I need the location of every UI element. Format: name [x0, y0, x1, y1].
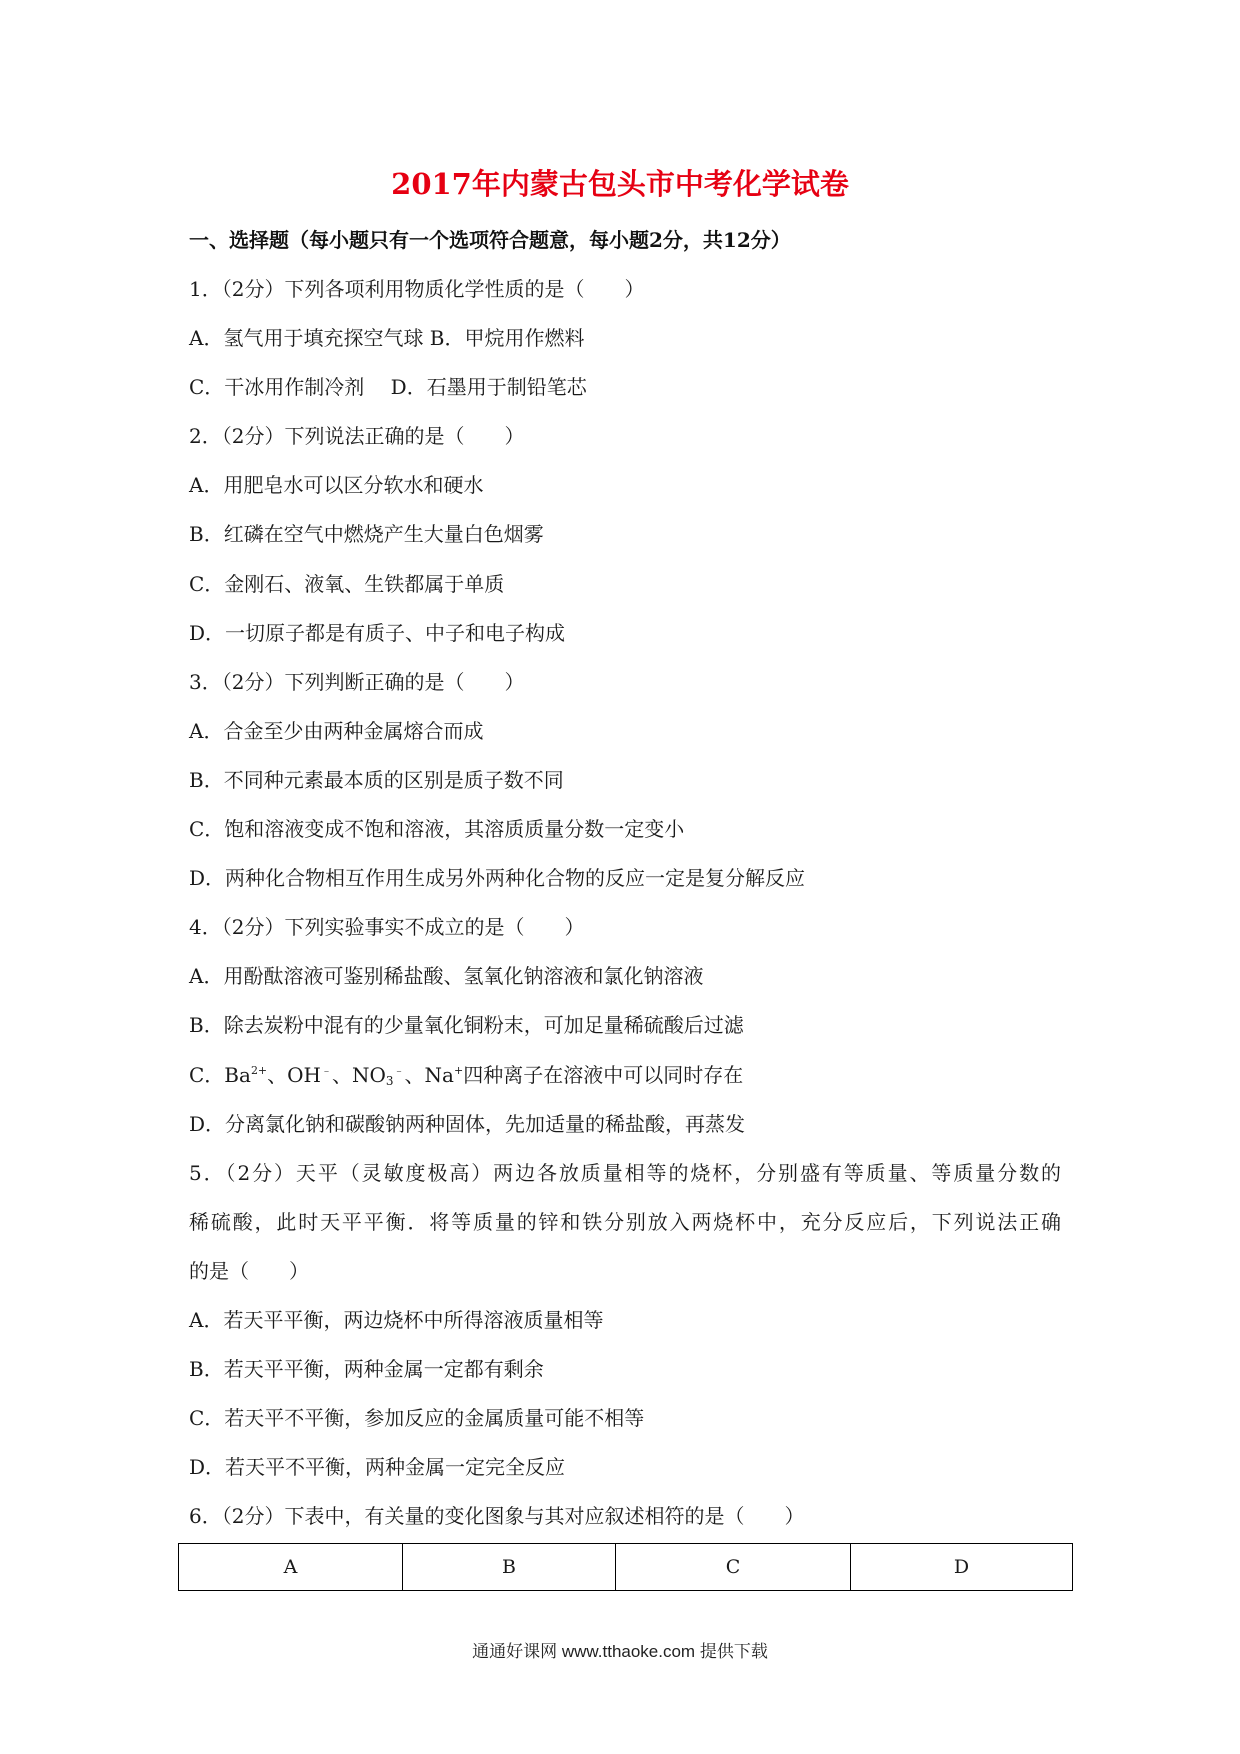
- question-4: [189, 903, 1061, 1148]
- question-stem: 3．（2分）下列判断正确的是（ ）: [189, 669, 525, 694]
- table-header-d: D: [851, 1544, 1073, 1591]
- option-c: C．饱和溶液变成不饱和溶液，其溶质质量分数一定变小: [189, 817, 685, 842]
- question-stem-line-3: 的是（ ）: [189, 1258, 309, 1283]
- option-a: A．用酚酞溶液可鉴别稀盐酸、氢氧化钠溶液和氯化钠溶液: [189, 964, 704, 989]
- question-stem-line-1: 5．（2分）天平（灵敏度极高）两边各放质量相等的烧杯，分别盛有等质量、等质量分数的: [189, 1160, 1061, 1185]
- hydroxide-charge: ﹣: [321, 1063, 332, 1077]
- option-c: [189, 1051, 1061, 1100]
- option-d: D．一切原子都是有质子、中子和电子构成: [189, 620, 566, 645]
- question-stem-line-2: 稀硫酸，此时天平平衡．将等质量的锌和铁分别放入两烧杯中，充分反应后，下列说法正确: [189, 1209, 1061, 1234]
- option-a: A．合金至少由两种金属熔合而成: [189, 718, 484, 743]
- option-c: C．金刚石、液氧、生铁都属于单质: [189, 571, 505, 596]
- question-2: [189, 412, 1061, 657]
- option-c-text: 、Na: [404, 1062, 454, 1087]
- option-a: A．用肥皂水可以区分软水和硬水: [189, 473, 484, 498]
- question-stem: 1．（2分）下列各项利用物质化学性质的是（ ）: [189, 277, 645, 301]
- table-header-c: C: [616, 1544, 851, 1591]
- question-3: [189, 658, 1061, 903]
- question-6: [189, 1492, 1061, 1541]
- option-c-text: 、NO: [332, 1062, 386, 1087]
- barium-charge: 2+: [250, 1063, 268, 1077]
- nitrate-subscript: 3: [385, 1073, 394, 1088]
- table-header-row: [179, 1544, 1073, 1591]
- question-list: [189, 265, 1061, 1541]
- option-c: C．若天平不平衡，参加反应的金属质量可能不相等: [189, 1406, 645, 1431]
- section-heading: 一、选择题（每小题只有一个选项符合题意，每小题2分，共12分）: [189, 228, 791, 252]
- nitrate-charge: ﹣: [393, 1063, 405, 1077]
- option-b: B．除去炭粉中混有的少量氧化铜粉末，可加足量稀硫酸后过滤: [189, 1013, 744, 1038]
- question-1: [189, 265, 1061, 412]
- question-stem: 4．（2分）下列实验事实不成立的是（ ）: [189, 915, 585, 940]
- option-c-text: 四种离子在溶液中可以同时存在: [463, 1062, 744, 1087]
- table-header-b: B: [403, 1544, 616, 1591]
- option-c-text: 、OH: [267, 1062, 321, 1087]
- option-d: D．分离氯化钠和碳酸钠两种固体，先加适量的稀盐酸，再蒸发: [189, 1111, 746, 1136]
- option-c-text: C．Ba: [189, 1062, 251, 1087]
- page-footer: 通通好课网 www.tthaoke.com 提供下载: [472, 1642, 768, 1661]
- question-stem: 6．（2分）下表中，有关量的变化图象与其对应叙述相符的是（ ）: [189, 1504, 805, 1529]
- graph-options-table: [178, 1543, 1073, 1591]
- sodium-charge: +: [453, 1063, 464, 1077]
- option-b: B．若天平平衡，两种金属一定都有剩余: [189, 1357, 544, 1382]
- option-line-c-d: C．干冰用作制冷剂 D．石墨用于制铅笔芯: [189, 375, 587, 400]
- page-title: 2017年内蒙古包头市中考化学试卷: [391, 167, 849, 201]
- option-a: A．若天平平衡，两边烧杯中所得溶液质量相等: [189, 1307, 604, 1332]
- option-d: D．两种化合物相互作用生成另外两种化合物的反应一定是复分解反应: [189, 866, 806, 891]
- option-line-a-b: A．氢气用于填充探空气球 B．甲烷用作燃料: [189, 326, 585, 351]
- question-5: [189, 1149, 1061, 1493]
- table-header-a: A: [179, 1544, 403, 1591]
- option-d: D．若天平不平衡，两种金属一定完全反应: [189, 1455, 566, 1480]
- option-b: B．不同种元素最本质的区别是质子数不同: [189, 767, 564, 792]
- option-b: B．红磷在空气中燃烧产生大量白色烟雾: [189, 522, 544, 547]
- question-stem: 2．（2分）下列说法正确的是（ ）: [189, 424, 525, 449]
